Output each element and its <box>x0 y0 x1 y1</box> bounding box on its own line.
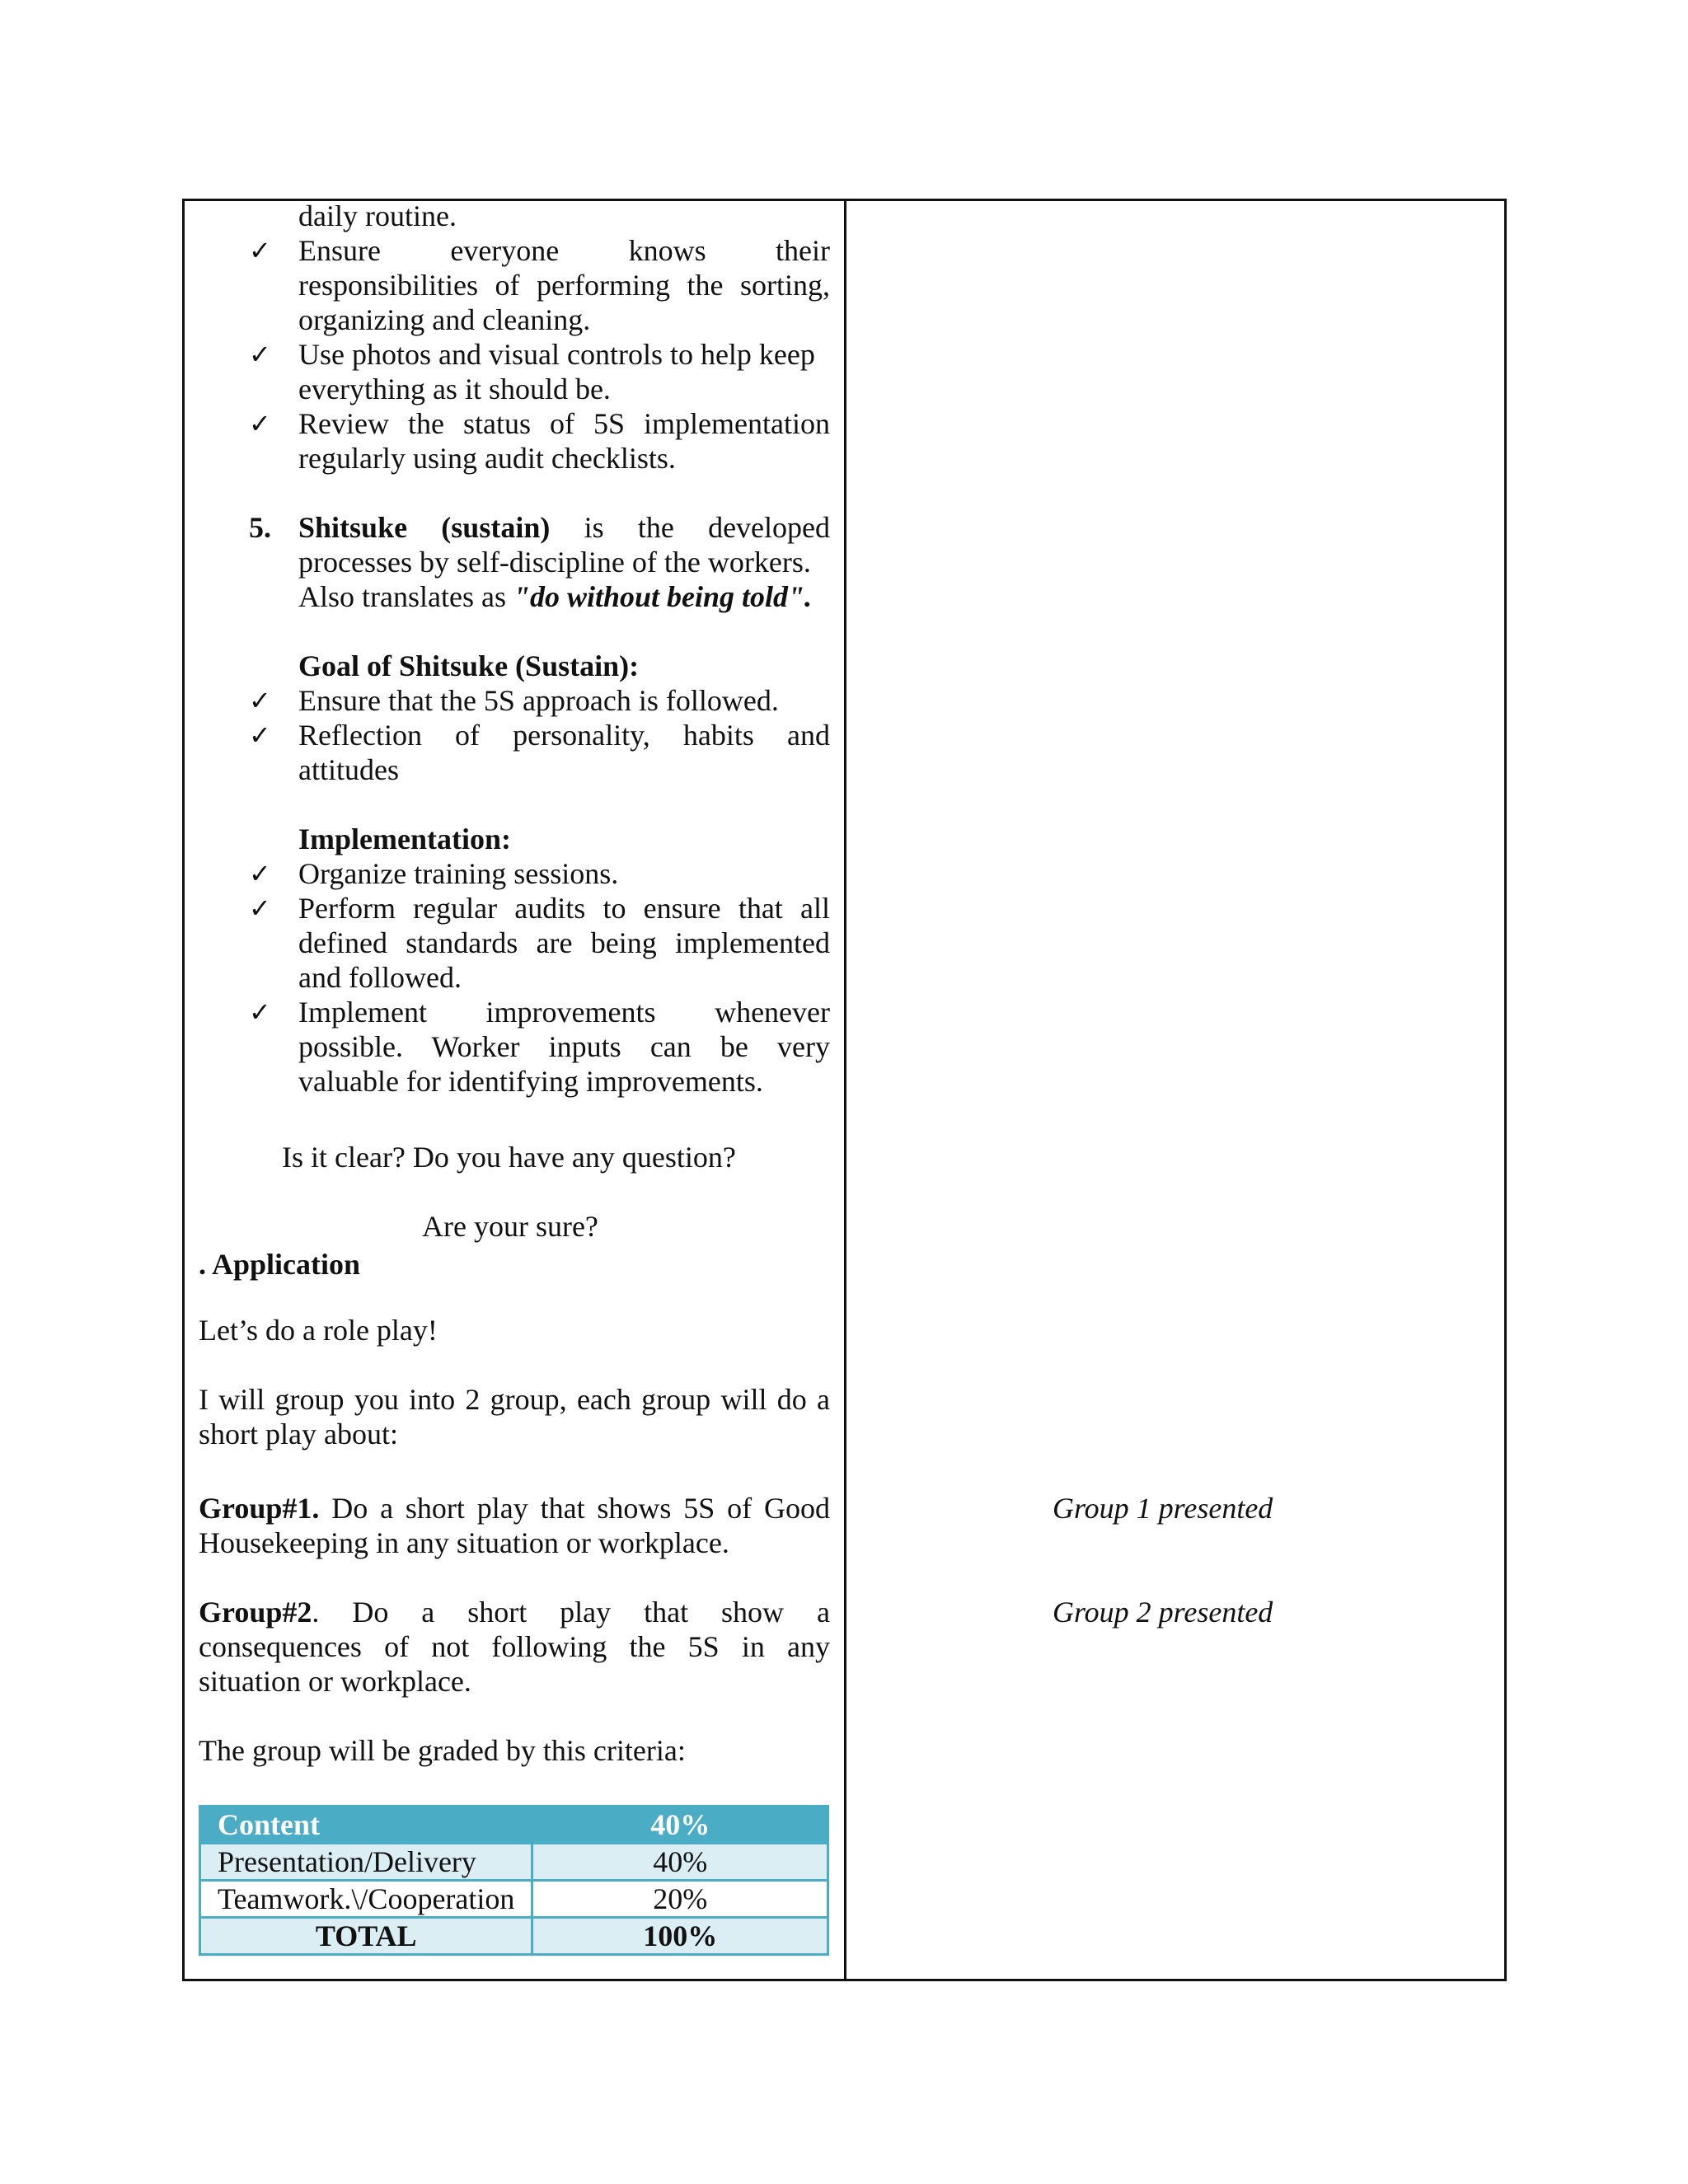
goal-heading: Goal of Shitsuke (Sustain): <box>298 649 640 682</box>
item5-line1 <box>298 510 830 545</box>
item5-line3-prefix: Also translates as <box>298 580 513 613</box>
checkmark-icon: ✓ <box>249 719 271 751</box>
checkmark-icon: ✓ <box>249 858 271 889</box>
bullet-line: regularly using audit checklists. <box>298 442 676 475</box>
criterion-cell: TOTAL <box>200 1918 532 1955</box>
bullet-line: possible. Worker inputs can be very <box>298 1030 830 1063</box>
continued-text: daily routine. <box>298 199 457 232</box>
group1-text: Do a short play that shows 5S of Good <box>319 1492 830 1525</box>
bullet-line: and followed. <box>298 961 462 994</box>
bullet-line: Reflection of personality, habits and <box>298 719 830 752</box>
checkmark-icon: ✓ <box>249 893 271 924</box>
table-row <box>200 1844 828 1881</box>
question-clear: Is it clear? Do you have any question? <box>282 1141 736 1174</box>
criterion-cell: Content <box>200 1807 532 1844</box>
weight-cell: 100% <box>532 1918 828 1955</box>
group-intro-line: short play about: <box>199 1418 398 1451</box>
table-row <box>200 1918 828 1955</box>
column-divider <box>844 199 846 1981</box>
roleplay-text: Let’s do a role play! <box>199 1314 438 1347</box>
criterion-cell: Presentation/Delivery <box>200 1844 532 1881</box>
group1-line1 <box>199 1491 830 1526</box>
weight-cell: 20% <box>532 1881 828 1918</box>
bullet-line: Organize training sessions. <box>298 857 619 890</box>
weight-cell: 40% <box>532 1844 828 1881</box>
weight-cell: 40% <box>532 1807 828 1844</box>
table-row <box>200 1881 828 1918</box>
group-intro-line: I will group you into 2 group, each group will do a <box>199 1383 830 1416</box>
bullet-line: organizing and cleaning. <box>298 303 591 336</box>
item5-line1-rest: is the developed <box>584 511 831 544</box>
item-number: 5. <box>249 511 271 544</box>
bullet-line: attitudes <box>298 753 399 786</box>
group2-label: Group#2 <box>199 1596 312 1629</box>
shitsuke-term: Shitsuke (sustain) <box>298 511 551 544</box>
bullet-line: Ensure everyone knows their <box>298 234 830 267</box>
checkmark-icon: ✓ <box>249 996 271 1028</box>
item5-line3 <box>298 579 812 614</box>
group2-line1 <box>199 1595 830 1629</box>
group1-line2: Housekeeping in any situation or workplace. <box>199 1526 729 1559</box>
checkmark-icon: ✓ <box>249 408 271 439</box>
group2-presented-note: Group 2 presented <box>1053 1596 1273 1629</box>
criteria-intro: The group will be graded by this criteria: <box>199 1734 686 1767</box>
group2-line2: consequences of not following the 5S in any <box>199 1630 830 1663</box>
group2-line3: situation or workplace. <box>199 1665 471 1698</box>
question-sure: Are your sure? <box>422 1210 598 1243</box>
checkmark-icon: ✓ <box>249 339 271 370</box>
checkmark-icon: ✓ <box>249 235 271 266</box>
group1-label: Group#1. <box>199 1492 320 1525</box>
criterion-cell: Teamwork.\/Cooperation <box>200 1881 532 1918</box>
bullet-line: everything as it should be. <box>298 373 611 405</box>
do-without-being-told: "do without being told". <box>513 580 812 613</box>
implementation-heading: Implementation: <box>298 823 511 855</box>
group2-text: . Do a short play that show a <box>312 1596 830 1629</box>
bullet-line: Ensure that the 5S approach is followed. <box>298 684 779 717</box>
bullet-line: Review the status of 5S implementation <box>298 407 830 440</box>
group1-presented-note: Group 1 presented <box>1053 1492 1273 1525</box>
criteria-table <box>199 1805 829 1956</box>
table-row <box>200 1807 828 1844</box>
item5-line2: processes by self-discipline of the workers. <box>298 546 811 579</box>
bullet-line: responsibilities of performing the sorting, <box>298 269 830 302</box>
checkmark-icon: ✓ <box>249 685 271 716</box>
bullet-line: Implement improvements whenever <box>298 996 830 1029</box>
bullet-line: Perform regular audits to ensure that all <box>298 892 830 925</box>
application-heading: . Application <box>199 1248 361 1281</box>
bullet-line: valuable for identifying improvements. <box>298 1065 763 1098</box>
bullet-line: defined standards are being implemented <box>298 926 830 959</box>
bullet-line: Use photos and visual controls to help keep <box>298 338 815 371</box>
